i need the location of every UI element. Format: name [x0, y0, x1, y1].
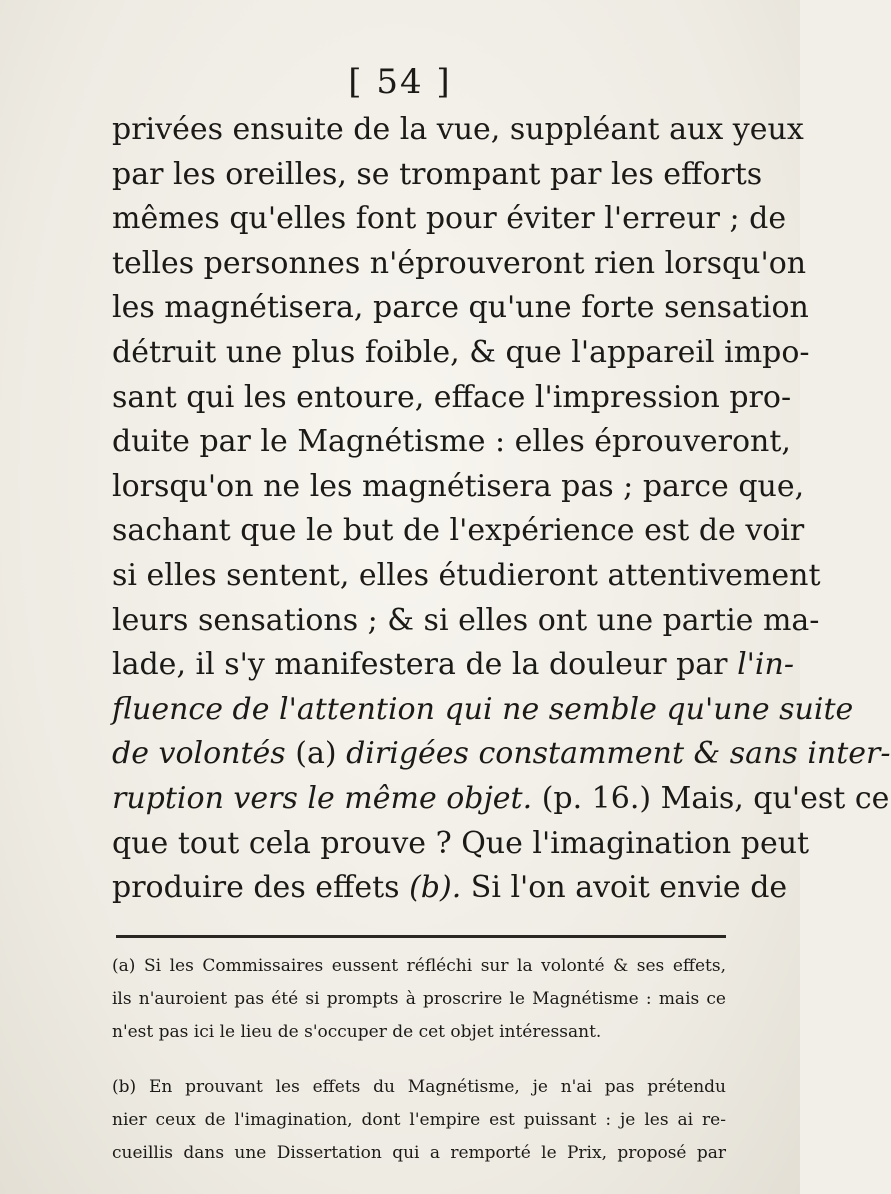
text-line: si elles sentent, elles étudieront attentivement — [112, 557, 821, 593]
italic-segment: ruption vers le même objet. — [112, 780, 533, 816]
text-segment: (p. 16.) Mais, qu'est ce — [541, 780, 890, 816]
footnote-ref-b: (b). — [409, 870, 462, 906]
footnote-b-line: nier ceux de l'imagination, dont l'empire est puissant : je les ai re- — [112, 1110, 726, 1130]
text-segment: lade, il s'y manifestera de la douleur par — [112, 647, 728, 683]
footnote-b-line: cueillis dans une Dissertation qui a remporté le Prix, proposé par — [112, 1143, 726, 1163]
italic-segment: l'in- — [737, 647, 794, 683]
footnotes — [112, 950, 726, 1170]
text-line: leurs sensations ; & si elles ont une partie ma- — [112, 602, 820, 638]
body-text — [112, 108, 891, 911]
text-line: telles personnes n'éprouveront rien lorsqu'on — [112, 245, 807, 281]
text-line: que tout cela prouve ? Que l'imagination peut — [112, 825, 810, 861]
footnote-a-line: ils n'auroient pas été si prompts à proscrire le Magnétisme : mais ce — [112, 989, 726, 1009]
text-line: détruit une plus foible, & que l'appareil impo- — [112, 334, 810, 370]
footnote-a-line: n'est pas ici le lieu de s'occuper de cet objet intéressant. — [112, 1022, 602, 1042]
italic-segment: dirigées constamment & sans inter- — [346, 736, 891, 772]
text-line-mixed — [112, 777, 890, 822]
text-line-mixed — [112, 643, 794, 688]
page-number: [ 54 ] — [348, 62, 452, 102]
text-segment: produire des effets — [112, 870, 400, 906]
text-line: les magnétisera, parce qu'une forte sensation — [112, 290, 809, 326]
text-line: sant qui les entoure, efface l'impression pro- — [112, 379, 792, 415]
text-line: lorsqu'on ne les magnétisera pas ; parce que, — [112, 468, 805, 504]
footnote-b-line: (b) En prouvant les effets du Magnétisme, je n'ai pas prétendu — [112, 1077, 726, 1097]
footnote-a-line: (a) Si les Commissaires eussent réfléchi sur la volonté & ses effets, — [112, 956, 726, 976]
text-line-mixed — [112, 732, 891, 777]
text-line: par les oreilles, se trompant par les efforts — [112, 156, 763, 192]
italic-line: fluence de l'attention qui ne semble qu'une suite — [112, 691, 854, 727]
footnote-divider — [116, 935, 726, 938]
text-line: sachant que le but de l'expérience est de voir — [112, 513, 805, 549]
text-segment: Si l'on avoit envie de — [470, 870, 788, 906]
italic-segment: de volontés — [112, 736, 286, 772]
text-line-mixed — [112, 866, 788, 911]
text-line: duite par le Magnétisme : elles éprouveront, — [112, 424, 791, 460]
text-line: mêmes qu'elles font pour éviter l'erreur ; de — [112, 201, 787, 237]
footnote-ref-a: (a) — [295, 736, 337, 772]
text-line: privées ensuite de la vue, suppléant aux yeux — [112, 112, 804, 147]
